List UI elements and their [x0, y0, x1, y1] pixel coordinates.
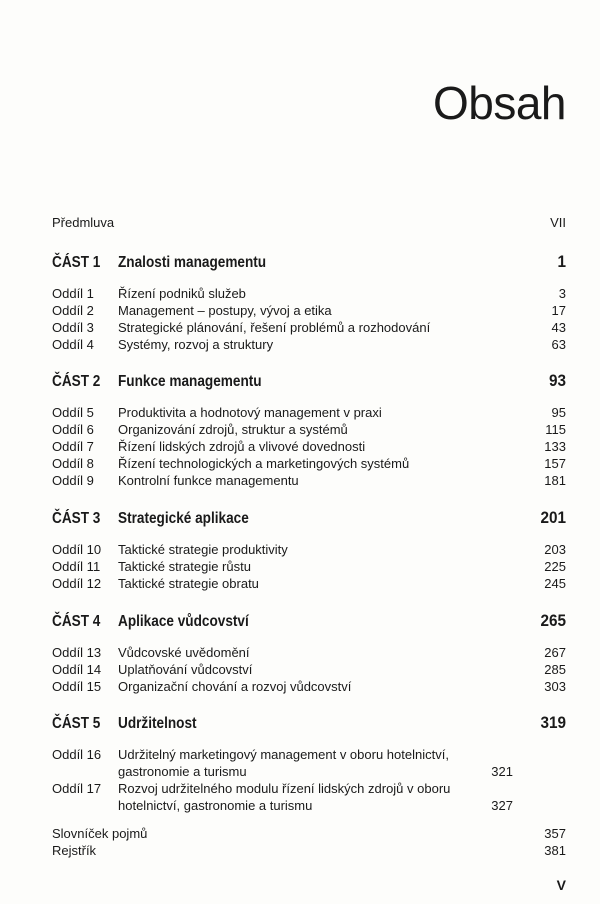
toc-part — [52, 713, 566, 814]
section-page: 95 — [551, 405, 566, 420]
section-label: Oddíl 9 — [52, 473, 94, 488]
section-page: 225 — [544, 559, 566, 574]
section-page: 245 — [544, 576, 566, 591]
part-label: ČÁST 2 — [52, 373, 101, 390]
part-label: ČÁST 4 — [52, 613, 101, 630]
part-title: Znalosti managementu — [118, 254, 267, 271]
section-page: 43 — [551, 320, 566, 335]
part-page: 201 — [540, 508, 566, 527]
toc-section — [52, 319, 566, 336]
toc-section — [52, 575, 566, 592]
toc-section — [52, 438, 566, 455]
section-page: 181 — [544, 473, 566, 488]
section-title: Řízení technologických a marketingových systémů — [118, 456, 410, 471]
part-heading — [52, 713, 566, 734]
section-page: 321 — [491, 764, 513, 779]
toc-section — [52, 541, 566, 558]
part-label: ČÁST 1 — [52, 254, 101, 271]
toc-section — [52, 404, 566, 421]
toc-preface — [52, 214, 566, 231]
section-title: Taktické strategie produktivity — [118, 542, 288, 557]
section-page: 267 — [544, 645, 566, 660]
section-label: Oddíl 16 — [52, 747, 102, 762]
toc-section — [52, 302, 566, 319]
back-matter — [52, 825, 566, 859]
page-number: V — [556, 877, 566, 893]
toc-part — [52, 611, 566, 695]
part-title: Funkce managementu — [118, 373, 262, 390]
part-page: 319 — [540, 713, 566, 732]
section-label: Oddíl 7 — [52, 439, 94, 454]
section-label: Oddíl 13 — [52, 645, 102, 660]
section-title: Řízení podniků služeb — [118, 286, 246, 301]
part-page: 1 — [557, 252, 566, 271]
part-title: Aplikace vůdcovství — [118, 613, 249, 630]
part-heading — [52, 252, 566, 273]
part-label: ČÁST 5 — [52, 715, 101, 732]
section-label: Oddíl 12 — [52, 576, 102, 591]
section-page: 203 — [544, 542, 566, 557]
toc-section — [52, 746, 566, 780]
part-heading — [52, 508, 566, 529]
glossary-page: 357 — [544, 826, 566, 841]
section-title: Kontrolní funkce managementu — [118, 473, 299, 488]
section-title: Řízení lidských zdrojů a vlivové dovednosti — [118, 439, 366, 454]
part-heading — [52, 371, 566, 392]
toc-section — [52, 780, 566, 814]
section-label: Oddíl 14 — [52, 662, 102, 677]
section-title: Uplatňování vůdcovství — [118, 662, 253, 677]
section-page: 285 — [544, 662, 566, 677]
toc-index — [52, 842, 566, 859]
section-title: Organizační chování a rozvoj vůdcovství — [118, 679, 352, 694]
toc-section — [52, 421, 566, 438]
section-title: Management – postupy, vývoj a etika — [118, 303, 332, 318]
section-page: 133 — [544, 439, 566, 454]
toc-section — [52, 455, 566, 472]
section-title: Strategické plánování, řešení problémů a rozhodování — [118, 320, 431, 335]
toc-part — [52, 371, 566, 489]
section-label: Oddíl 10 — [52, 542, 102, 557]
toc-section — [52, 472, 566, 489]
preface-page: VII — [550, 215, 566, 230]
index-label: Rejstřík — [52, 843, 97, 858]
section-label: Oddíl 17 — [52, 781, 102, 796]
part-heading — [52, 611, 566, 632]
section-label: Oddíl 6 — [52, 422, 94, 437]
toc-part — [52, 508, 566, 592]
toc-section — [52, 644, 566, 661]
glossary-label: Slovníček pojmů — [52, 826, 148, 841]
section-label: Oddíl 11 — [52, 559, 101, 574]
section-label: Oddíl 5 — [52, 405, 94, 420]
section-page: 63 — [551, 337, 566, 352]
section-title: Rozvoj udržitelného modulu řízení lidských zdrojů v oboru hotelnictví, gastronomie a turismu — [118, 781, 451, 813]
index-page: 381 — [544, 843, 566, 858]
section-page: 115 — [545, 422, 566, 437]
section-page: 303 — [544, 679, 566, 694]
section-page: 3 — [558, 286, 566, 301]
section-title: Produktivita a hodnotový management v praxi — [118, 405, 382, 420]
page-title: Obsah — [432, 77, 566, 129]
toc-part — [52, 252, 566, 353]
section-title: Taktické strategie obratu — [118, 576, 259, 591]
toc-section — [52, 558, 566, 575]
part-title: Udržitelnost — [118, 715, 197, 732]
section-label: Oddíl 4 — [52, 337, 94, 352]
section-page: 327 — [491, 798, 513, 813]
preface-label: Předmluva — [52, 215, 115, 230]
section-label: Oddíl 1 — [52, 286, 94, 301]
section-title: Taktické strategie růstu — [118, 559, 251, 574]
section-title: Vůdcovské uvědomění — [118, 645, 250, 660]
part-label: ČÁST 3 — [52, 510, 101, 527]
section-page: 157 — [544, 456, 566, 471]
section-title: Organizování zdrojů, struktur a systémů — [118, 422, 348, 437]
section-label: Oddíl 8 — [52, 456, 94, 471]
part-title: Strategické aplikace — [118, 510, 249, 527]
section-page: 17 — [551, 303, 566, 318]
toc-glossary — [52, 825, 566, 842]
part-page: 265 — [540, 611, 566, 630]
toc-section — [52, 336, 566, 353]
section-label: Oddíl 2 — [52, 303, 94, 318]
section-label: Oddíl 15 — [52, 679, 102, 694]
part-page: 93 — [548, 371, 566, 390]
section-title: Systémy, rozvoj a struktury — [118, 337, 274, 352]
section-label: Oddíl 3 — [52, 320, 94, 335]
toc-section — [52, 678, 566, 695]
toc-section — [52, 285, 566, 302]
toc-section — [52, 661, 566, 678]
section-title: Udržitelný marketingový management v oboru hotelnictví, gastronomie a turismu — [118, 747, 449, 779]
